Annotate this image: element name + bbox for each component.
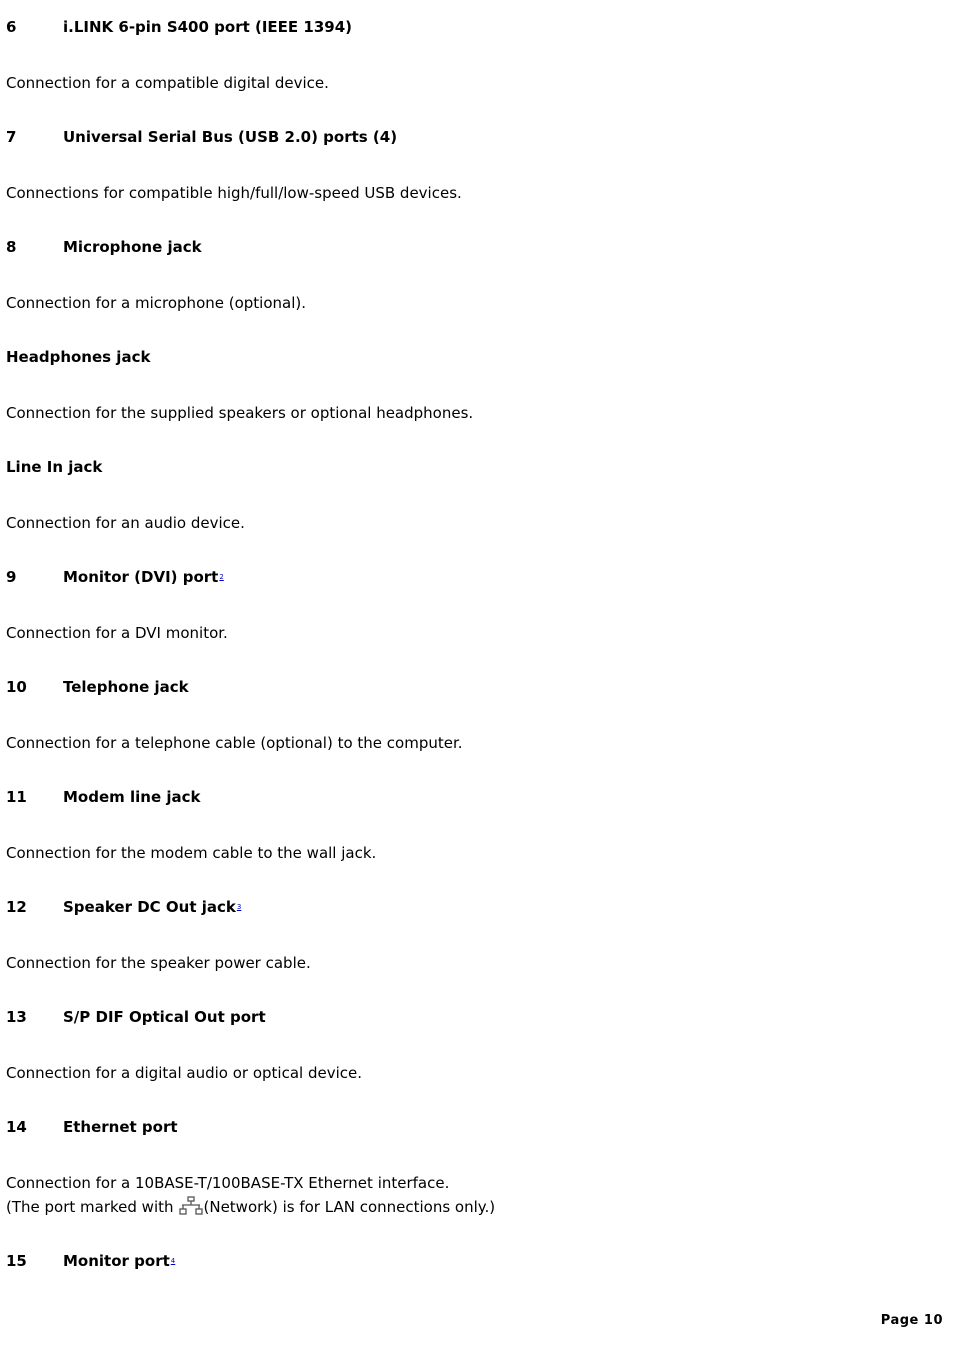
section-description: Connection for a DVI monitor. bbox=[6, 624, 228, 642]
section-heading bbox=[6, 1250, 936, 1272]
section-description: Connection for a telephone cable (optional) to the computer. bbox=[6, 734, 463, 752]
document-body bbox=[6, 16, 936, 1272]
section-description-note bbox=[6, 1195, 936, 1219]
section-description: Connection for a 10BASE-T/100BASE-TX Ethernet interface. bbox=[6, 1174, 450, 1192]
section-heading bbox=[6, 786, 936, 808]
section-title: Modem line jack bbox=[63, 788, 201, 806]
section-title: Line In jack bbox=[6, 458, 103, 476]
section-heading bbox=[6, 236, 936, 258]
section-description: Connection for the modem cable to the wall jack. bbox=[6, 844, 377, 862]
section-number: 14 bbox=[6, 1118, 27, 1136]
section-description: Connection for the supplied speakers or optional headphones. bbox=[6, 404, 474, 422]
section-title: Ethernet port bbox=[63, 1118, 178, 1136]
section-description: Connection for the speaker power cable. bbox=[6, 954, 311, 972]
section-number: 13 bbox=[6, 1008, 27, 1026]
section-heading bbox=[6, 1006, 936, 1028]
section-number: 12 bbox=[6, 898, 27, 916]
section-description: Connection for a digital audio or optical device. bbox=[6, 1064, 362, 1082]
section-title: Monitor port bbox=[63, 1252, 170, 1270]
section-description: Connection for a microphone (optional). bbox=[6, 294, 307, 312]
section-number: 8 bbox=[6, 238, 17, 256]
footnote-link[interactable]: 2 bbox=[219, 573, 224, 581]
section-heading bbox=[6, 1116, 936, 1138]
section-heading bbox=[6, 676, 936, 698]
section-heading bbox=[6, 346, 936, 368]
section-description: Connections for compatible high/full/low-speed USB devices. bbox=[6, 184, 462, 202]
section-heading bbox=[6, 126, 936, 148]
section-description: Connection for an audio device. bbox=[6, 514, 245, 532]
section-heading bbox=[6, 16, 936, 38]
section-title: i.LINK 6-pin S400 port (IEEE 1394) bbox=[63, 18, 352, 36]
section-number: 9 bbox=[6, 568, 17, 586]
section-number: 7 bbox=[6, 128, 17, 146]
section-title: Universal Serial Bus (USB 2.0) ports (4) bbox=[63, 128, 398, 146]
section-title: Headphones jack bbox=[6, 348, 151, 366]
section-description: Connection for a compatible digital device. bbox=[6, 74, 329, 92]
footnote-link[interactable]: 4 bbox=[170, 1257, 176, 1265]
section-number: 6 bbox=[6, 18, 17, 36]
section-number: 11 bbox=[6, 788, 27, 806]
section-title: Telephone jack bbox=[63, 678, 189, 696]
section-title: Speaker DC Out jack bbox=[63, 898, 236, 916]
section-heading bbox=[6, 896, 936, 918]
footnote-link[interactable]: 3 bbox=[236, 903, 242, 911]
section-number: 15 bbox=[6, 1252, 27, 1270]
network-icon bbox=[178, 1196, 204, 1216]
note-text-before: (The port marked with bbox=[6, 1198, 174, 1216]
section-heading bbox=[6, 566, 936, 588]
page-number: Page 10 bbox=[880, 1313, 943, 1328]
section-number: 10 bbox=[6, 678, 27, 696]
section-title: Microphone jack bbox=[63, 238, 202, 256]
section-title: S/P DIF Optical Out port bbox=[63, 1008, 266, 1026]
note-text-after: (Network) is for LAN connections only.) bbox=[203, 1198, 496, 1216]
section-title: Monitor (DVI) port bbox=[63, 568, 219, 586]
section-heading bbox=[6, 456, 936, 478]
